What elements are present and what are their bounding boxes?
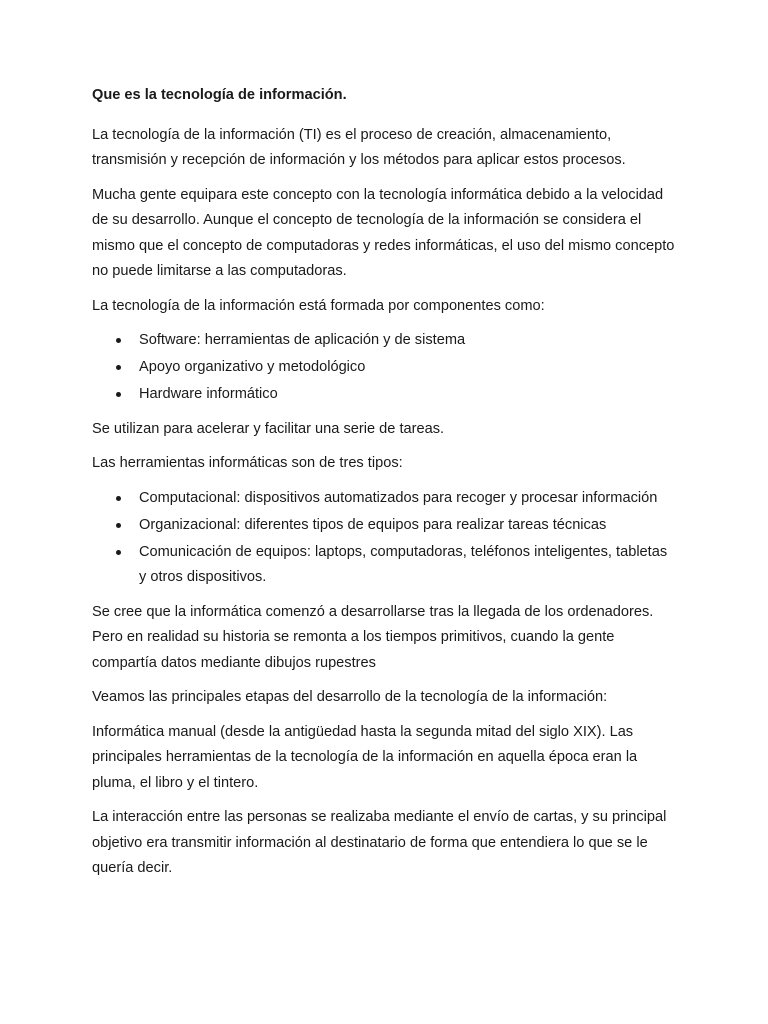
paragraph-interaction: La interacción entre las personas se realizaba mediante el envío de cartas, y su principal objetivo era transmitir información al destinatario de forma que entendiera lo que se le quería decir. bbox=[92, 809, 667, 876]
list-item: Computacional: dispositivos automatizados para recoger y procesar información bbox=[92, 486, 676, 512]
list-item: Comunicación de equipos: laptops, computadoras, teléfonos inteligentes, tabletas y otros dispositivos. bbox=[92, 540, 676, 591]
list-item: Apoyo organizativo y metodológico bbox=[92, 355, 676, 381]
list-item: Organizacional: diferentes tipos de equipos para realizar tareas técnicas bbox=[92, 513, 676, 539]
paragraph-manual-informatics: Informática manual (desde la antigüedad hasta la segunda mitad del siglo XIX). Las principales herramientas de la tecnología de la información en aquella época eran la pluma, el libro y el tintero. bbox=[92, 723, 638, 791]
paragraph-purpose: Se utilizan para acelerar y facilitar una serie de tareas. bbox=[92, 420, 445, 437]
components-list bbox=[92, 328, 676, 408]
paragraph-tool-types-intro: Las herramientas informáticas son de tres tipos: bbox=[92, 455, 403, 471]
list-item: Software: herramientas de aplicación y de sistema bbox=[92, 328, 676, 354]
document-title: Que es la tecnología de información. bbox=[92, 87, 347, 103]
paragraph-stages-intro: Veamos las principales etapas del desarrollo de la tecnología de la información: bbox=[92, 689, 608, 705]
paragraph-definition: La tecnología de la información (TI) es el proceso de creación, almacenamiento, transmisión y recepción de información y los métodos para aplicar estos procesos. bbox=[92, 126, 626, 168]
list-item: Hardware informático bbox=[92, 382, 676, 408]
paragraph-concept: Mucha gente equipara este concepto con la tecnología informática debido a la velocidad de su desarrollo. Aunque el concepto de tecnología de la información se considera el mismo que el concepto de computadoras y redes informáticas, el uso del mismo concepto no puede limitarse a las computadoras. bbox=[92, 186, 675, 279]
paragraph-history: Se cree que la informática comenzó a desarrollarse tras la llegada de los ordenadores. Pero en realidad su historia se remonta a los tiempos primitivos, cuando la gente compartía datos mediante dibujos rupestres bbox=[92, 603, 654, 671]
paragraph-components-intro: La tecnología de la información está formada por componentes como: bbox=[92, 297, 545, 314]
tool-types-list bbox=[92, 486, 676, 591]
